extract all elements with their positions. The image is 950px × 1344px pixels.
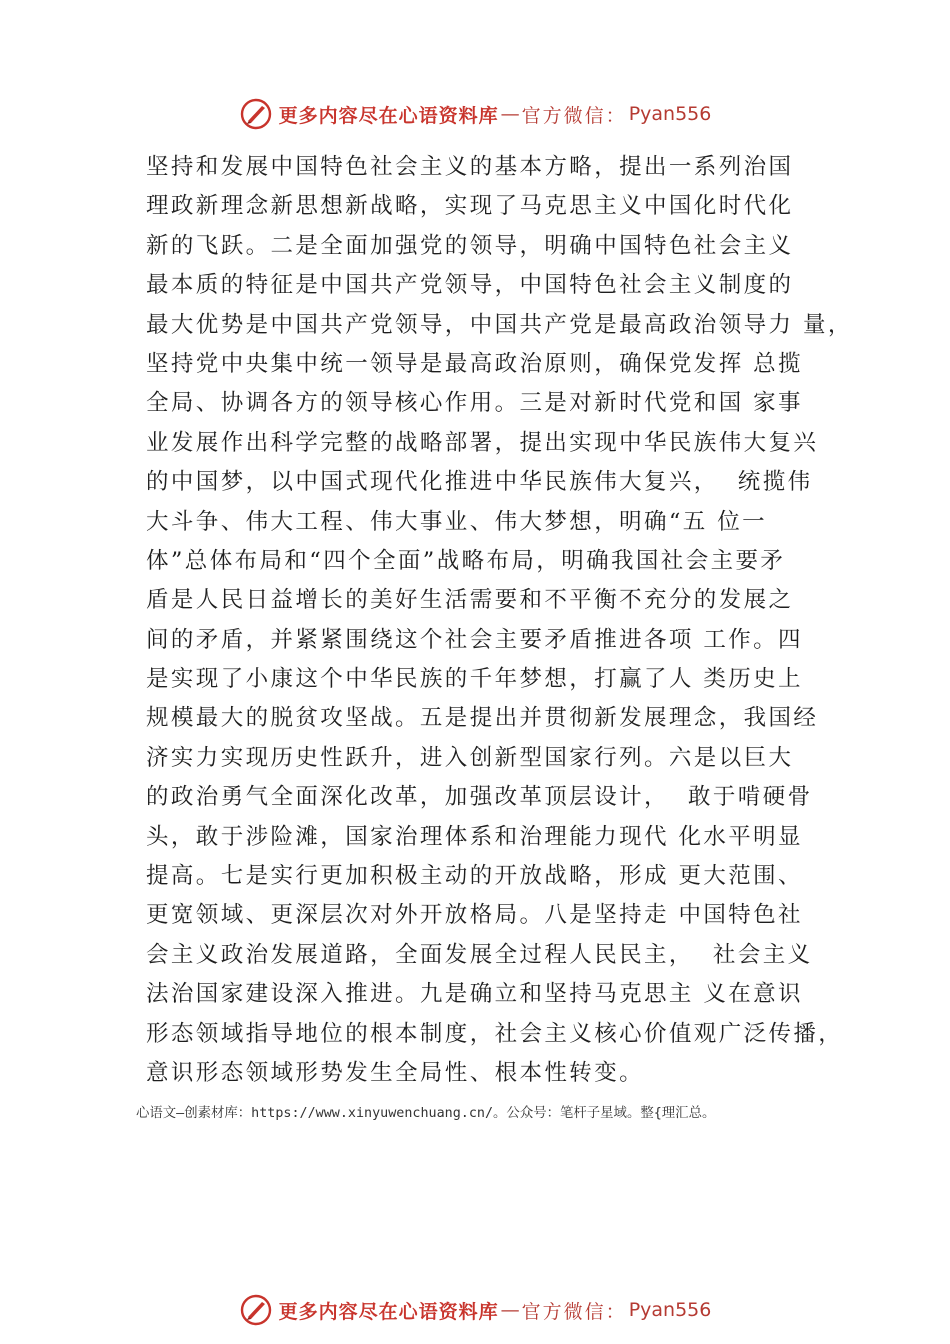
body-line: 规模最大的脱贫攻坚战。五是提出并贯彻新发展理念，我国经 xyxy=(146,705,819,732)
brush-logo-icon xyxy=(239,97,273,131)
body-line: 济实力实现历史性跃升，进入创新型国家行列。六是以巨大 xyxy=(146,744,794,771)
banner-brand: 更多内容尽在心语资料库 xyxy=(278,1300,499,1323)
body-line: 提高。七是实行更加积极主动的开放战略，形成 更大范围、 xyxy=(146,863,803,890)
banner-wechat-id: Pyan556 xyxy=(628,103,712,125)
body-line: 坚持党中央集中统一领导是最高政治原则，确保党发挥 总揽 xyxy=(146,350,803,377)
body-line: 会主义政治发展道路，全面发展全过程人民民主， 社会主义 xyxy=(146,941,813,968)
body-line: 新的飞跃。二是全面加强党的领导，明确中国特色社会主义 xyxy=(146,232,794,259)
footer-banner xyxy=(0,1290,950,1330)
body-line: 全局、协调各方的领导核心作用。三是对新时代党和国 家事 xyxy=(146,390,803,417)
body-line: 是实现了小康这个中华民族的千年梦想，打赢了人 类历史上 xyxy=(146,666,803,693)
body-line: 头，敢于涉险滩，国家治理体系和治理能力现代 化水平明显 xyxy=(146,823,803,850)
body-line: 盾是人民日益增长的美好生活需要和不平衡不充分的发展之 xyxy=(146,587,794,614)
body-line: 坚持和发展中国特色社会主义的基本方略，提出一系列治国 xyxy=(146,154,794,180)
banner-wechat-id: Pyan556 xyxy=(628,1299,712,1321)
banner-separator: — xyxy=(500,103,520,125)
body-line: 法治国家建设深入推进。九是确立和坚持马克思主 义在意识 xyxy=(146,981,803,1008)
body-line: 更宽领域、更深层次对外开放格局。八是坚持走 中国特色社 xyxy=(146,902,803,929)
body-line: 最本质的特征是中国共产党领导，中国特色社会主义制度的 xyxy=(146,272,794,299)
body-line: 形态领域指导地位的根本制度，社会主义核心价值观广泛传播， xyxy=(146,1020,844,1047)
banner-separator: — xyxy=(500,1299,520,1321)
body-line: 大斗争、伟大工程、伟大事业、伟大梦想，明确“五 位一 xyxy=(146,508,768,535)
body-line: 间的矛盾，并紧紧围绕这个社会主要矛盾推进各项 工作。四 xyxy=(146,626,803,653)
body-line: 意识形态领域形势发生全局性、根本性转变。 xyxy=(146,1059,645,1086)
body-line: 体”总体布局和“四个全面”战略布局，明确我国社会主要矛 xyxy=(146,547,786,574)
body-line: 理政新理念新思想新战略，实现了马克思主义中国化时代化 xyxy=(146,193,794,220)
banner-brand: 更多内容尽在心语资料库 xyxy=(278,104,499,127)
body-line: 的中国梦，以中国式现代化推进中华民族伟大复兴， 统揽伟 xyxy=(146,469,813,496)
document-body xyxy=(146,148,866,1093)
banner-wechat-label: 官方微信： xyxy=(521,1300,627,1323)
source-footnote: 心语文—创素材库：https://www.xinyuwenchuang.cn/。公众号：笔杆子星域。整{理汇总。 xyxy=(136,1106,716,1121)
body-line: 最大优势是中国共产党领导，中国共产党是最高政治领导力 量， xyxy=(146,311,853,338)
body-line: 的政治勇气全面深化改革，加强改革顶层设计， 敢于啃硬骨 xyxy=(146,784,813,811)
header-banner xyxy=(0,94,950,134)
banner-wechat-label: 官方微信： xyxy=(521,104,627,127)
body-line: 业发展作出科学完整的战略部署，提出实现中华民族伟大复兴 xyxy=(146,429,819,456)
brush-logo-icon xyxy=(239,1293,273,1327)
